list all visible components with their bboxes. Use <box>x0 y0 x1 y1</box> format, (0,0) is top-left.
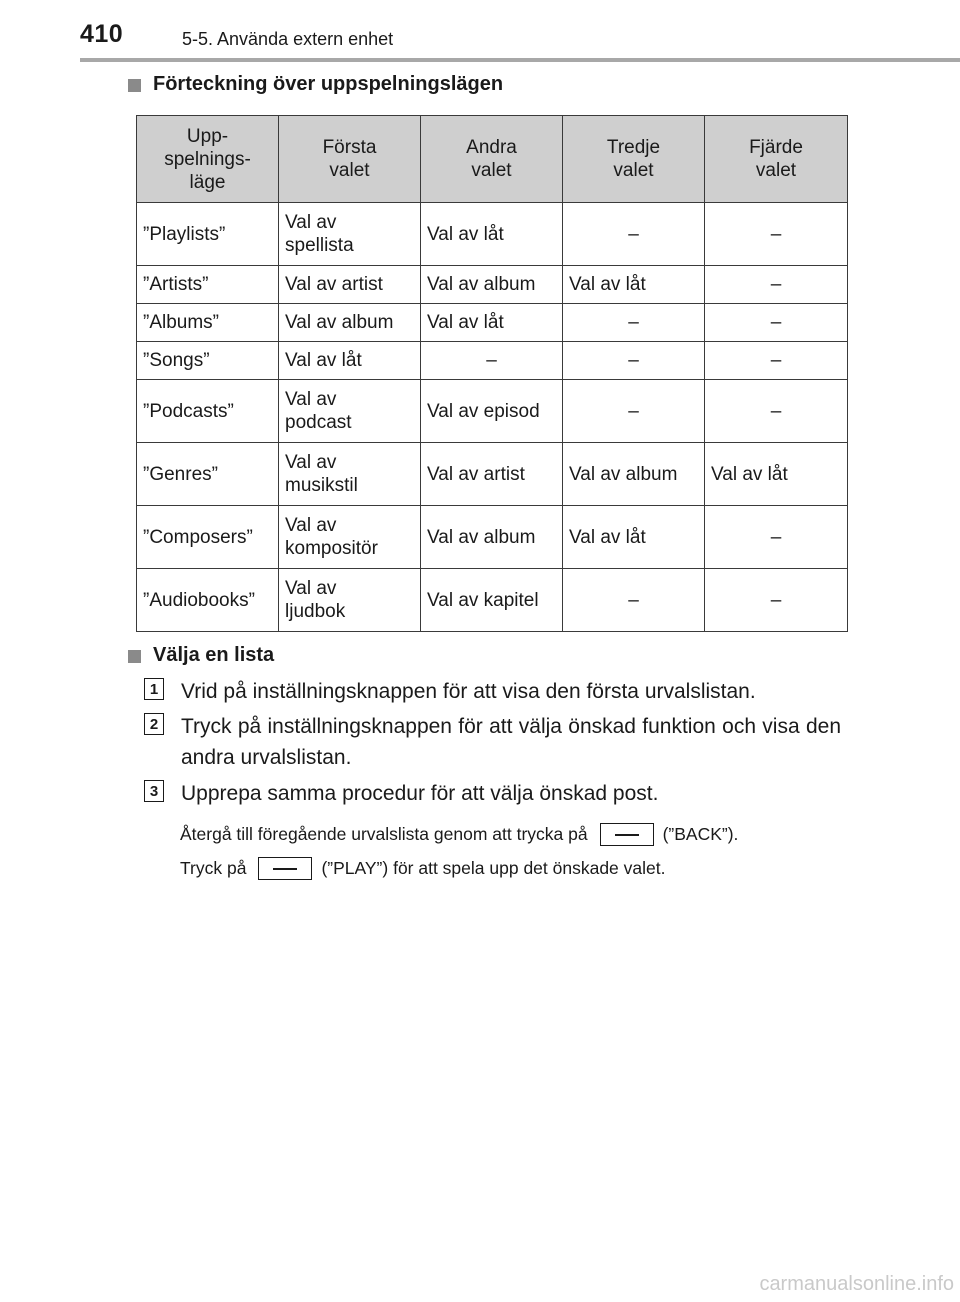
step-item <box>144 676 841 707</box>
table-cell: Val av album <box>563 443 705 506</box>
step-item <box>144 778 841 809</box>
note-play-label: (”PLAY”) för att spela upp det önskade valet. <box>321 858 666 878</box>
step-number-badge: 1 <box>144 678 164 700</box>
table-row <box>137 266 848 304</box>
table-cell: Val av album <box>279 304 421 342</box>
table-column-header: Första valet <box>279 116 421 203</box>
step-text: Upprepa samma procedur för att välja önskad post. <box>181 782 659 805</box>
table-cell: ”Genres” <box>137 443 279 506</box>
table-column-header: Upp- spelnings- läge <box>137 116 279 203</box>
table-cell: – <box>563 380 705 443</box>
table-row <box>137 380 848 443</box>
play-button-icon <box>258 857 312 880</box>
table-cell: ”Playlists” <box>137 203 279 266</box>
step-number-badge: 3 <box>144 780 164 802</box>
table-cell: – <box>705 506 848 569</box>
note-play <box>180 857 665 880</box>
table-cell: – <box>563 342 705 380</box>
table-column-header: Tredje valet <box>563 116 705 203</box>
table-row <box>137 342 848 380</box>
table-cell: ”Artists” <box>137 266 279 304</box>
table-cell: ”Composers” <box>137 506 279 569</box>
table-cell: Val av ljudbok <box>279 569 421 632</box>
header-rule <box>80 58 960 62</box>
watermark: carmanualsonline.info <box>759 1273 954 1295</box>
table-row <box>137 506 848 569</box>
step-number-badge: 2 <box>144 713 164 735</box>
table-cell: ”Audiobooks” <box>137 569 279 632</box>
table-row <box>137 443 848 506</box>
table-row <box>137 203 848 266</box>
table-cell: Val av podcast <box>279 380 421 443</box>
step-text: Vrid på inställningsknappen för att visa den första urvalslistan. <box>181 680 756 703</box>
table-cell: Val av artist <box>279 266 421 304</box>
note-back-text: Återgå till föregående urvalslista genom att trycka på <box>180 824 588 844</box>
table-cell: Val av låt <box>421 203 563 266</box>
table-cell: Val av låt <box>279 342 421 380</box>
table-cell: Val av kapitel <box>421 569 563 632</box>
note-back-label: (”BACK”). <box>662 824 739 844</box>
table-cell: – <box>705 203 848 266</box>
table-cell: – <box>563 304 705 342</box>
table-cell: Val av kompositör <box>279 506 421 569</box>
note-back <box>180 823 738 846</box>
section-heading-playback-modes <box>128 73 503 96</box>
table-column-header: Andra valet <box>421 116 563 203</box>
table-cell: Val av låt <box>421 304 563 342</box>
square-bullet-icon <box>128 79 141 92</box>
table-cell: – <box>563 569 705 632</box>
table-cell: ”Albums” <box>137 304 279 342</box>
table-cell: – <box>705 304 848 342</box>
playback-modes-table <box>136 115 848 632</box>
table-cell: – <box>421 342 563 380</box>
table-cell: Val av album <box>421 266 563 304</box>
table-cell: Val av låt <box>563 506 705 569</box>
table-cell: – <box>563 203 705 266</box>
table-cell: ”Songs” <box>137 342 279 380</box>
table-cell: – <box>705 266 848 304</box>
table-row <box>137 304 848 342</box>
table-cell: ”Podcasts” <box>137 380 279 443</box>
page-number: 410 <box>80 20 124 48</box>
step-text: Tryck på inställningsknappen för att välja önskad funktion och visa den andra urvalslistan. <box>181 715 841 769</box>
back-button-icon <box>600 823 654 846</box>
table-cell: Val av låt <box>563 266 705 304</box>
section-heading-text: Förteckning över uppspelningslägen <box>153 73 504 95</box>
table-cell: – <box>705 342 848 380</box>
table-cell: Val av låt <box>705 443 848 506</box>
table-cell: – <box>705 569 848 632</box>
table-cell: Val av musikstil <box>279 443 421 506</box>
table-cell: Val av spellista <box>279 203 421 266</box>
table-column-header: Fjärde valet <box>705 116 848 203</box>
chapter-title: 5-5. Använda extern enhet <box>182 29 394 49</box>
table-cell: Val av episod <box>421 380 563 443</box>
table-cell: – <box>705 380 848 443</box>
table-header-row <box>137 116 848 203</box>
note-play-text: Tryck på <box>180 858 247 878</box>
step-item <box>144 711 841 773</box>
table-cell: Val av artist <box>421 443 563 506</box>
section-heading-select-list <box>128 644 274 667</box>
section-heading-text: Välja en lista <box>153 644 275 666</box>
square-bullet-icon <box>128 650 141 663</box>
table-row <box>137 569 848 632</box>
table-cell: Val av album <box>421 506 563 569</box>
